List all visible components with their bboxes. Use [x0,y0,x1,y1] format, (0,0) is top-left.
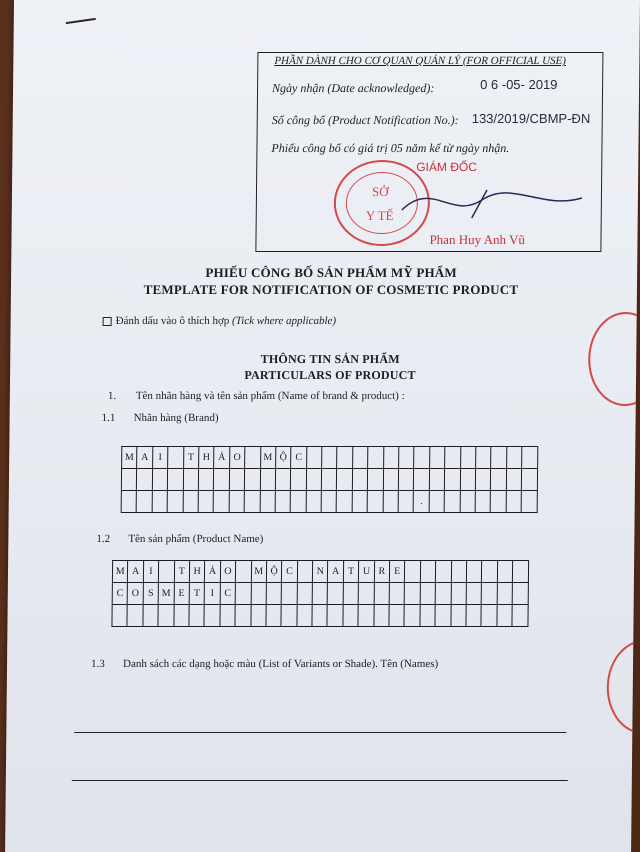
grid-cell[interactable] [451,583,467,605]
tick-note-vi: Đánh dấu vào ô thích hợp [115,315,230,327]
product-name-grid[interactable] [111,560,528,627]
grid-cell[interactable]: I [144,561,160,583]
grid-cell[interactable]: C [220,583,236,605]
grid-cell[interactable] [137,491,153,513]
grid-cell[interactable] [491,469,507,491]
section-title-en: PARTICULARS OF PRODUCT [244,368,416,382]
grid-cell[interactable] [482,583,498,605]
grid-cell[interactable] [291,469,307,491]
grid-cell[interactable] [112,605,128,627]
grid-cell[interactable] [322,491,338,513]
grid-cell[interactable]: O [221,561,237,583]
grid-cell[interactable]: T [184,447,200,469]
grid-cell[interactable]: M [261,447,277,469]
notification-no-value: 133/2019/CBMP-ĐN [471,111,591,126]
grid-cell[interactable] [467,561,483,583]
grid-cell[interactable] [205,605,221,627]
grid-cell[interactable] [291,491,307,513]
variants-line-1[interactable] [74,732,566,733]
grid-cell[interactable]: . [414,491,430,513]
grid-cell[interactable] [168,447,184,469]
grid-cell[interactable] [122,491,138,513]
official-use-title: PHẦN DÀNH CHO CƠ QUAN QUẢN LÝ (FOR OFFICIAL USE) [274,55,567,67]
grid-cell[interactable] [183,469,199,491]
checkbox-icon [103,317,112,326]
grid-cell[interactable] [461,447,477,469]
grid-cell[interactable] [266,605,282,627]
grid-cell[interactable] [338,447,354,469]
item-1-label: Tên nhãn hàng và tên sản phẩm (Name of brand & product) : [135,390,405,402]
grid-cell[interactable] [482,561,498,583]
grid-cell[interactable] [353,469,369,491]
grid-cell[interactable] [297,583,313,605]
grid-cell[interactable] [143,605,159,627]
grid-cell[interactable] [183,491,199,513]
grid-cell[interactable] [460,469,476,491]
grid-cell[interactable]: C [291,447,307,469]
grid-cell[interactable] [199,491,215,513]
grid-cell[interactable]: A [137,447,153,469]
grid-cell[interactable] [384,447,400,469]
item-1-2-number: 1.2 [96,533,111,545]
grid-cell[interactable] [389,605,405,627]
grid-cell[interactable]: M [251,561,267,583]
grid-cell[interactable] [513,605,529,627]
grid-cell[interactable] [251,583,267,605]
grid-cell[interactable]: Ộ [276,447,292,469]
grid-cell[interactable] [399,491,415,513]
grid-cell[interactable]: O [128,583,144,605]
grid-cell[interactable] [214,491,230,513]
grid-cell[interactable]: E [390,561,406,583]
grid-cell[interactable] [507,469,523,491]
grid-cell[interactable]: T [174,561,190,583]
grid-cell[interactable]: A [328,561,344,583]
grid-cell[interactable] [337,469,353,491]
grid-cell[interactable] [405,561,421,583]
grid-cell[interactable]: Ộ [267,561,283,583]
grid-cell[interactable] [322,469,338,491]
grid-cell[interactable] [328,583,344,605]
grid-cell[interactable] [214,469,230,491]
grid-cell[interactable] [497,605,513,627]
grid-cell[interactable] [513,561,529,583]
grid-cell[interactable] [189,605,205,627]
grid-cell[interactable] [476,447,492,469]
grid-cell[interactable]: H [199,447,215,469]
grid-cell[interactable] [374,605,390,627]
grid-cell[interactable] [466,605,482,627]
grid-cell[interactable]: S [143,583,159,605]
item-1-1-label: Nhãn hàng (Brand) [133,412,219,424]
grid-cell[interactable] [307,447,323,469]
grid-cell[interactable] [236,605,252,627]
validity-note: Phiếu công bố có giá trị 05 năm kể từ ngày nhận. [271,141,510,155]
grid-cell[interactable] [374,583,390,605]
grid-cell[interactable] [414,469,430,491]
grid-cell[interactable] [313,583,329,605]
grid-cell[interactable] [260,469,276,491]
grid-cell[interactable] [276,491,292,513]
grid-cell[interactable] [513,583,529,605]
grid-cell[interactable] [430,447,446,469]
grid-cell[interactable] [298,561,314,583]
grid-cell[interactable] [498,561,514,583]
grid-cell[interactable] [390,583,406,605]
grid-cell[interactable] [436,583,452,605]
grid-cell[interactable] [482,605,498,627]
grid-cell[interactable]: H [190,561,206,583]
grid-cell[interactable] [344,583,360,605]
grid-cell[interactable] [260,491,276,513]
grid-cell[interactable] [236,561,252,583]
grid-cell[interactable] [322,447,338,469]
grid-cell[interactable]: T [344,561,360,583]
signer-title: GIÁM ĐỐC [416,160,477,174]
grid-cell[interactable] [420,583,436,605]
grid-cell[interactable]: I [153,447,169,469]
grid-cell[interactable] [359,605,375,627]
item-1-1-number: 1.1 [101,412,116,424]
grid-cell[interactable] [353,447,369,469]
variants-line-2[interactable] [72,780,568,781]
grid-cell[interactable] [137,469,153,491]
tick-instruction [103,315,337,327]
grid-cell[interactable] [383,491,399,513]
notification-no-label: Số công bố (Product Notification No.): [271,113,459,127]
grid-cell[interactable] [451,605,467,627]
grid-cell[interactable]: N [313,561,329,583]
grid-cell[interactable]: Ả [214,447,230,469]
grid-cell[interactable]: A [128,561,144,583]
grid-cell[interactable] [522,491,538,513]
grid-cell[interactable] [245,447,261,469]
grid-cell[interactable] [230,469,246,491]
grid-cell[interactable]: Ả [205,561,221,583]
grid-cell[interactable] [522,447,538,469]
grid-cell[interactable] [282,605,298,627]
grid-cell[interactable] [420,605,436,627]
grid-cell[interactable] [491,491,507,513]
grid-cell[interactable] [506,491,522,513]
pen-mark [66,18,96,24]
grid-cell[interactable] [229,491,245,513]
signer-name: Phan Huy Anh Vũ [429,232,526,247]
grid-cell[interactable] [430,469,446,491]
grid-cell[interactable] [168,491,184,513]
grid-cell[interactable] [337,491,353,513]
grid-cell[interactable] [368,491,384,513]
grid-cell[interactable] [368,447,384,469]
grid-cell[interactable] [383,469,399,491]
stamp-text-so: SỞ [371,184,389,199]
grid-cell[interactable] [245,469,261,491]
grid-cell[interactable] [460,491,476,513]
grid-cell[interactable] [128,605,144,627]
grid-cell[interactable] [467,583,483,605]
grid-cell[interactable] [199,469,215,491]
grid-cell[interactable]: C [282,561,298,583]
grid-cell[interactable] [436,605,452,627]
grid-cell[interactable] [297,605,313,627]
signature [392,170,593,230]
grid-cell[interactable] [445,469,461,491]
stamp-text-yte: Y TẾ [365,208,394,223]
grid-cell[interactable]: E [174,583,190,605]
grid-cell[interactable]: O [230,447,246,469]
grid-cell[interactable] [306,491,322,513]
grid-cell[interactable] [174,605,190,627]
grid-cell[interactable] [152,491,168,513]
grid-cell[interactable]: R [375,561,391,583]
brand-name-grid[interactable] [121,446,538,513]
form-title-vi: PHIẾU CÔNG BỐ SẢN PHẨM MỸ PHẨM [205,265,457,280]
grid-cell[interactable] [507,447,523,469]
grid-cell[interactable]: U [359,561,375,583]
grid-cell[interactable] [405,583,421,605]
form-title-en: TEMPLATE FOR NOTIFICATION OF COSMETIC PRODUCT [143,282,519,297]
grid-cell[interactable] [491,447,507,469]
grid-cell[interactable] [399,469,415,491]
grid-cell[interactable] [476,469,492,491]
grid-cell[interactable] [359,583,375,605]
grid-cell[interactable]: M [159,583,175,605]
date-acknowledged-value: 0 6 -05- 2019 [480,77,558,92]
grid-cell[interactable] [497,583,513,605]
date-acknowledged-label: Ngày nhận (Date acknowledged): [272,81,435,95]
grid-cell[interactable] [399,447,415,469]
item-1-number: 1. [107,390,117,402]
grid-cell[interactable] [245,491,261,513]
grid-cell[interactable] [220,605,236,627]
grid-cell[interactable] [251,605,267,627]
grid-cell[interactable] [276,469,292,491]
grid-cell[interactable] [522,469,538,491]
grid-cell[interactable]: I [205,583,221,605]
item-1-3-number: 1.3 [90,658,105,670]
grid-cell[interactable] [436,561,452,583]
grid-cell[interactable] [445,447,461,469]
grid-cell[interactable] [168,469,184,491]
grid-cell[interactable]: C [113,583,129,605]
item-1-2-label: Tên sản phẩm (Product Name) [128,533,264,545]
section-title-vi: THÔNG TIN SẢN PHẨM [260,352,400,366]
item-1-3-label: Danh sách các dạng hoặc màu (List of Variants or Shade). Tên (Names) [122,658,439,670]
grid-cell[interactable] [343,605,359,627]
grid-cell[interactable] [153,469,169,491]
tick-note-en: (Tick where applicable) [231,315,337,327]
document-page [5,0,640,852]
grid-cell[interactable]: M [113,561,129,583]
grid-cell[interactable] [415,447,431,469]
grid-cell[interactable] [236,583,252,605]
grid-cell[interactable] [405,605,421,627]
grid-cell[interactable] [476,491,492,513]
grid-cell[interactable] [307,469,323,491]
grid-cell[interactable] [421,561,437,583]
grid-cell[interactable] [159,605,175,627]
grid-cell[interactable]: T [190,583,206,605]
grid-cell[interactable] [429,491,445,513]
grid-cell[interactable] [445,491,461,513]
grid-cell[interactable] [352,491,368,513]
grid-cell[interactable] [328,605,344,627]
grid-cell[interactable] [368,469,384,491]
grid-cell[interactable] [451,561,467,583]
grid-cell[interactable] [122,469,138,491]
grid-cell[interactable] [282,583,298,605]
grid-cell[interactable] [267,583,283,605]
grid-cell[interactable] [159,561,175,583]
grid-cell[interactable] [313,605,329,627]
grid-cell[interactable]: M [122,447,138,469]
